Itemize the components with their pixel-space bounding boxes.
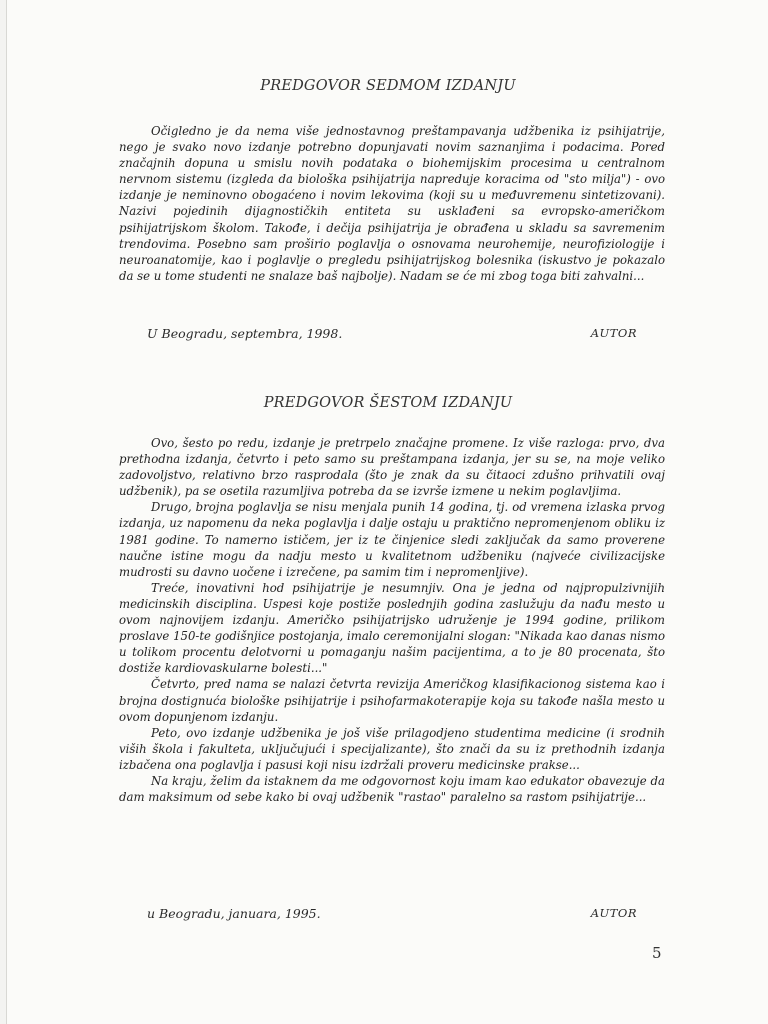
preface-seventh-author: AUTOR xyxy=(590,326,637,340)
preface-sixth-author: AUTOR xyxy=(590,906,637,920)
preface-sixth-paragraph-3: Treće, inovativni hod psihijatrije je nesumnjiv. Ona je jedna od najpropulzivnijih medicinskih disciplina. Uspesi koje postiže poslednjih godina zaslužuju da nađu mesto u ovom najnovijem izdanju. Američko psihijatrijsko udruženje je 1994 godine, prilikom proslave 150-te godišnjice postojanja, imalo ceremonijalni slogan: "Nikada kao danas nismo u tolikom procentu delotvorni u pomaganju našim pacijentima, a to je 80 procenata, što dostiže kardiovaskularne bolesti..." xyxy=(119,580,665,676)
document-page xyxy=(6,0,768,1024)
preface-sixth-body xyxy=(119,435,665,805)
page-number: 5 xyxy=(652,944,662,962)
preface-seventh-title: PREDGOVOR SEDMOM IZDANJU xyxy=(260,78,516,94)
preface-seventh-place-date: U Beogradu, septembra, 1998. xyxy=(147,326,343,341)
preface-sixth-paragraph-6: Na kraju, želim da istaknem da me odgovornost koju imam kao edukator obavezuje da dam maksimum od sebe kako bi ovaj udžbenik "rastao" paralelno sa rastom psihijatrije... xyxy=(119,773,665,805)
preface-sixth-paragraph-4: Četvrto, pred nama se nalazi četvrta revizija Američkog klasifikacionog sistema kao i brojna dostignuća biološke psihijatrije i psihofarmakoterapije koja su takođe našla mesto u ovom dopunjenom izdanju. xyxy=(119,677,665,724)
preface-sixth-paragraph-5: Peto, ovo izdanje udžbenika je još više prilagodjeno studentima medicine (i srodnih viših škola i fakulteta, uključujući i specijalizante), što znači da su iz prethodnih izdanja izbačena ona poglavlja i pasusi koji nisu izdržali proveru medicinske prakse... xyxy=(119,725,665,772)
preface-seventh-body xyxy=(119,123,665,284)
preface-seventh-paragraph: Očigledno je da nema više jednostavnog preštampavanja udžbenika iz psihijatrije, nego je svako novo izdanje potrebno dopunjavati novim saznanjima i podacima. Pored značajnih dopuna u smislu novih podataka o biohemijskim procesima u centralnom nervnom sistemu (izgleda da biološka psihijatrija napreduje koracima od "sto milja") - ovo izdanje je neminovno obogaćeno i novim lekovima (koji su u međuvremenu sintetizovani). Nazivi pojedinih dijagnostičkih entiteta su usklađeni sa evropsko-američkom psihijatrijskom školom. Takođe, i dečija psihijatrija je obrađena u skladu sa savremenim trendovima. Posebno sam proširio poglavlja o osnovama neurohemije, neurofiziologije i neuroanatomije, kao i poglavlje o pregledu psihijatrijskog bolesnika (iskustvo je pokazalo da se u tome studenti ne snalaze baš najbolje). Nadam se će mi zbog toga biti zahvalni... xyxy=(119,124,665,283)
preface-sixth-paragraph-1: Ovo, šesto po redu, izdanje je pretrpelo značajne promene. Iz više razloga: prvo, dva prethodna izdanja, četvrto i peto samo su preštampana izdanja, jer su se, na moje veliko zadovoljstvo, relativno brzo rasprodala (što je znak da su čitaoci zdušno prihvatili ovaj udžbenik), pa se osetila razumljiva potreba da se izvrše izmene u nekim poglavljima. xyxy=(119,436,665,499)
preface-sixth-title: PREDGOVOR ŠESTOM IZDANJU xyxy=(263,395,513,411)
preface-sixth-paragraph-2: Drugo, brojna poglavlja se nisu menjala punih 14 godina, tj. od vremena izlaska prvog izdanja, uz napomenu da neka poglavlja i dalje ostaju u praktično nepromenjenom obliku iz 1981 godine. To namerno ističem, jer iz te činjenice sledi zaključak da samo proverene naučne istine mogu da nadju mesto u kvalitetnom udžbeniku (najveće civilizacijske mudrosti su davno uočene i izrečene, pa samim tim i nepromenljive). xyxy=(119,500,665,579)
preface-sixth-place-date: u Beogradu, januara, 1995. xyxy=(147,906,321,921)
